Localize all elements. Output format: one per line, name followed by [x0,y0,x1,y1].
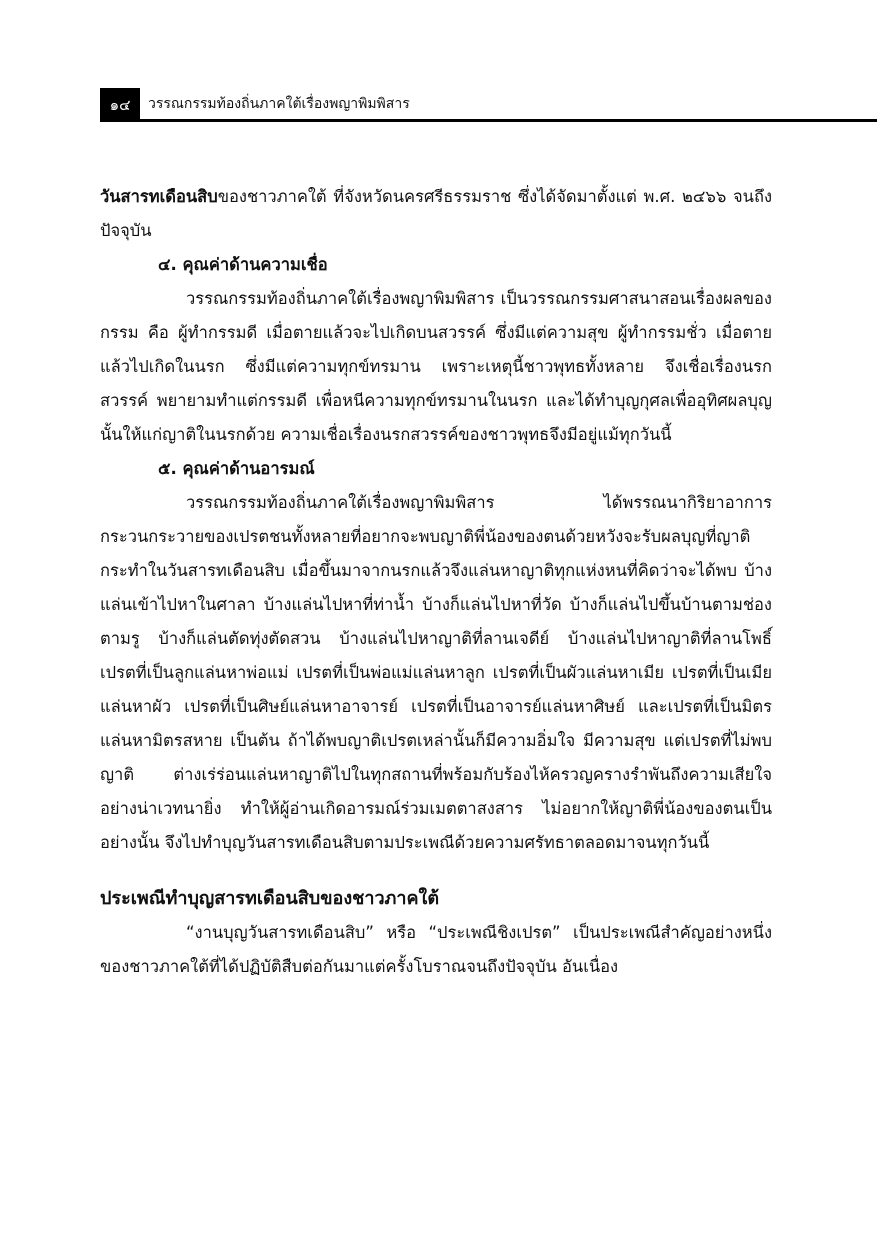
page-header [100,88,877,122]
heading-emotion-value: ๕. คุณค่าด้านอารมณ์ [158,459,315,478]
running-title: วรรณกรรมท้องถิ่นภาคใต้เรื่องพญาพิมพิสาร [148,96,410,112]
intro-bold-lead: วันสารทเดือนสิบ [100,187,218,206]
page-number: ๑๔ [100,88,140,122]
paragraph-sart-festival: “งานบุญวันสารทเดือนสิบ” หรือ “ประเพณีชิงเปรต” เป็นประเพณีสำคัญอย่างหนึ่งของชาวภาคใต้ที่ได้ปฏิบัติสืบต่อกันมาแต่ครั้งโบราณจนถึงปัจจุบัน อันเนื่อง [100,923,772,976]
section-heading-sart-festival: ประเพณีทำบุญสารทเดือนสิบของชาวภาคใต้ [100,888,440,909]
paragraph-emotion-value: วรรณกรรมท้องถิ่นภาคใต้เรื่องพญาพิมพิสาร ได้พรรณนากิริยาอาการกระวนกระวายของเปรตชนทั้งหลายที่อยากจะพบญาติพี่น้องของตนด้วยหวังจะรับผลบุญที่ญาติกระทำในวันสารทเดือนสิบ เมื่อขึ้นมาจากนรกแล้วจึงแล่นหาญาติทุกแห่งหนที่คิดว่าจะได้พบ บ้างแล่นเข้าไปหาในศาลา บ้างแล่นไปหาที่ท่าน้ำ บ้างก็แล่นไปหาที่วัด บ้างก็แล่นไปขึ้นบ้านตามช่องตามรู บ้างก็แล่นตัดทุ่งตัดสวน บ้างแล่นไปหาญาติที่ลานเจดีย์ บ้างแล่นไปหาญาติที่ลานโพธิ์ เปรตที่เป็นลูกแล่นหาพ่อแม่ เปรตที่เป็นพ่อแม่แล่นหาลูก เปรตที่เป็นผัวแล่นหาเมีย เปรตที่เป็นเมียแล่นหาผัว เปรตที่เป็นศิษย์แล่นหาอาจารย์ เปรตที่เป็นอาจารย์แล่นหาศิษย์ และเปรตที่เป็นมิตรแล่นหามิตรสหาย เป็นต้น ถ้าได้พบญาติเปรตเหล่านั้นก็มีความอิ่มใจ มีความสุข แต่เปรตที่ไม่พบญาติ ต่างเร่ร่อนแล่นหาญาติไปในทุกสถานที่พร้อมกับร้องไห้ครวญครางรำพันถึงความเสียใจอย่างน่าเวทนายิ่ง ทำให้ผู้อ่านเกิดอารมณ์ร่วมเมตตาสงสาร ไม่อยากให้ญาติพี่น้องของตนเป็นอย่างนั้น จึงไปทำบุญวันสารทเดือนสิบตามประเพณีด้วยความศรัทธาตลอดมาจนทุกวันนี้ [100,493,772,852]
page-body [100,180,772,984]
heading-belief-value: ๔. คุณค่าด้านความเชื่อ [158,255,328,274]
header-rule [140,119,877,122]
intro-text: ของชาวภาคใต้ ที่จังหวัดนครศรีธรรมราช ซึ่งได้จัดมาตั้งแต่ พ.ศ. ๒๔๖๖ จนถึงปัจจุบัน [100,187,772,240]
intro-paragraph [100,180,772,248]
paragraph-belief-value: วรรณกรรมท้องถิ่นภาคใต้เรื่องพญาพิมพิสาร เป็นวรรณกรรมศาสนาสอนเรื่องผลของกรรม คือ ผู้ทำกรรมดี เมื่อตายแล้วจะไปเกิดบนสวรรค์ ซึ่งมีแต่ความสุข ผู้ทำกรรมชั่ว เมื่อตายแล้วไปเกิดในนรก ซึ่งมีแต่ความทุกข์ทรมาน เพราะเหตุนี้ชาวพุทธทั้งหลาย จึงเชื่อเรื่องนรกสวรรค์ พยายามทำแต่กรรมดี เพื่อหนีความทุกข์ทรมานในนรก และได้ทำบุญกุศลเพื่ออุทิศผลบุญนั้นให้แก่ญาติในนรกด้วย ความเชื่อเรื่องนรกสวรรค์ของชาวพุทธจึงมีอยู่แม้ทุกวันนี้ [100,289,772,444]
